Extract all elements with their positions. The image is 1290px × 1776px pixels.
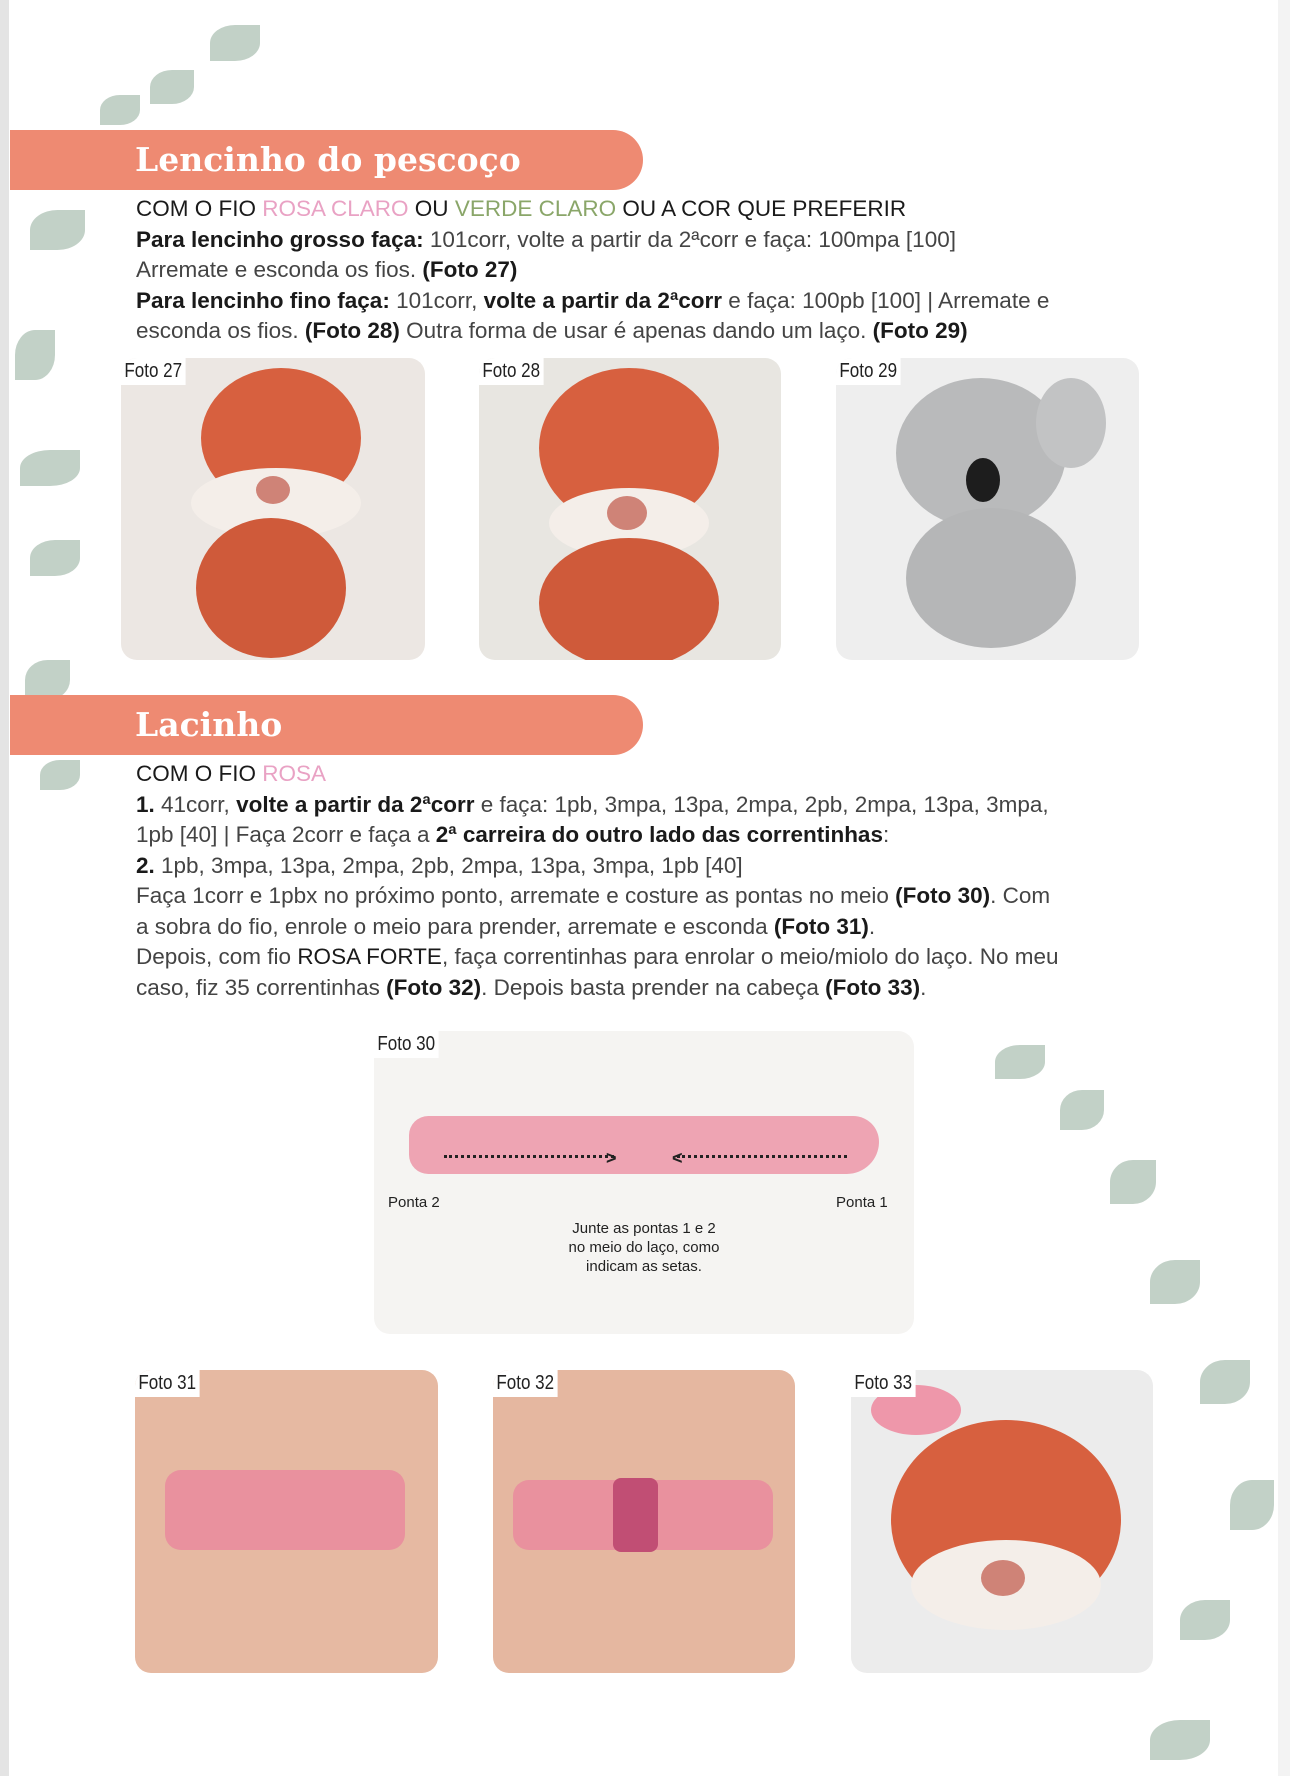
text: :: [882, 822, 890, 847]
page-edge: [0, 0, 9, 1776]
photo-ref: (Foto 28): [304, 318, 400, 343]
text: 101corr, volte a partir da 2ªcorr e faça: 100mpa [100]: [423, 226, 956, 252]
text: esconda os fios.: [136, 318, 305, 343]
text: 41corr,: [154, 791, 237, 817]
photo-label: Foto 32: [493, 1370, 557, 1397]
section-banner-lencinho: [10, 130, 643, 190]
page-edge-right: [1278, 0, 1290, 1776]
section-lencinho-text: [136, 194, 1196, 347]
text: .: [868, 913, 876, 939]
photo-ref: (Foto 32): [386, 974, 482, 1000]
text: , faça correntinhas para enrolar o meio/miolo do laço. No meu: [441, 944, 1059, 969]
photo-ref: (Foto 31): [773, 913, 869, 939]
text: Depois, com fio: [136, 944, 298, 969]
color-rosa-forte: ROSA FORTE: [297, 944, 442, 969]
text: OU: [408, 196, 455, 221]
arrow-right-icon: [444, 1155, 614, 1158]
photo-29-koala-bow: [836, 358, 1139, 660]
caption-line: indicam as setas.: [586, 1258, 702, 1275]
color-rosa: ROSA: [262, 761, 327, 786]
text: 101corr,: [389, 287, 484, 313]
photo-32-bow-wrapped: [493, 1370, 795, 1673]
caption-line: Junte as pontas 1 e 2: [572, 1220, 716, 1237]
text: .: [920, 974, 927, 1000]
ponta-2-label: Ponta 2: [388, 1194, 440, 1211]
arrow-head-left-icon: <: [672, 1148, 683, 1168]
text: caso, fiz 35 correntinhas: [136, 974, 387, 1000]
photo-ref: (Foto 27): [422, 257, 518, 282]
text: a sobra do fio, enrole o meio para prender, arremate e esconda: [136, 913, 774, 939]
text-bold: volte a partir da 2ªcorr: [236, 791, 475, 817]
color-rosa-claro: ROSA CLARO: [262, 196, 409, 221]
text: e faça: 1pb, 3mpa, 13pa, 2mpa, 2pb, 2mpa, 13pa, 3mpa,: [474, 791, 1049, 817]
arrow-head-right-icon: >: [606, 1148, 617, 1168]
text: OU A COR QUE PREFERIR: [616, 196, 907, 221]
color-verde-claro: VERDE CLARO: [454, 196, 617, 221]
text: Arremate e esconda os fios.: [136, 257, 423, 282]
photo-label: Foto 31: [135, 1370, 199, 1397]
photo-33-fox-with-bow: [851, 1370, 1153, 1673]
photo-label: Foto 30: [374, 1031, 438, 1058]
text: 1pb, 3mpa, 13pa, 2mpa, 2pb, 2mpa, 13pa, 3mpa, 1pb [40]: [154, 852, 743, 878]
row-number: 1.: [136, 791, 155, 817]
arrow-left-icon: [677, 1155, 847, 1158]
row-number: 2.: [136, 852, 155, 878]
text-bold: 2ª carreira do outro lado das correntinhas: [435, 822, 883, 847]
text: Faça 1corr e 1pbx no próximo ponto, arremate e costure as pontas no meio: [136, 883, 896, 908]
photo-label: Foto 33: [851, 1370, 915, 1397]
photo-ref: (Foto 33): [825, 974, 921, 1000]
caption-line: no meio do laço, como: [568, 1239, 720, 1256]
ponta-1-label: Ponta 1: [836, 1194, 888, 1211]
section-title: Lencinho do pescoço: [135, 140, 521, 179]
photo-label: Foto 29: [836, 358, 900, 385]
text: 1pb [40] | Faça 2corr e faça a: [136, 822, 436, 847]
text: e faça: 100pb [100] | Arremate e: [722, 287, 1050, 313]
section-lacinho-text: [136, 759, 1196, 1003]
section-banner-lacinho: [10, 695, 643, 755]
photo-31-bow-in-hand: [135, 1370, 438, 1673]
photo-28-fox-thin-scarf: [479, 358, 781, 660]
photo-27-fox-thick-scarf: [121, 358, 425, 660]
photo-label: Foto 28: [479, 358, 543, 385]
photo-ref: (Foto 30): [895, 883, 991, 908]
photo-ref: (Foto 29): [872, 318, 968, 343]
text: . Depois basta prender na cabeça: [481, 974, 826, 1000]
text: Outra forma de usar é apenas dando um laço.: [399, 318, 873, 343]
bow-strip: [409, 1116, 879, 1174]
photo-label: Foto 27: [121, 358, 185, 385]
section-title: Lacinho: [135, 705, 283, 744]
text: COM O FIO: [136, 761, 263, 786]
text-bold: volte a partir da 2ªcorr: [483, 287, 723, 313]
photo-30-diagram: [374, 1031, 914, 1334]
text: . Com: [990, 883, 1051, 908]
photo-30-caption: [514, 1219, 774, 1276]
text: COM O FIO: [136, 196, 263, 221]
label: Para lencinho fino faça:: [136, 287, 390, 313]
label: Para lencinho grosso faça:: [136, 226, 424, 252]
